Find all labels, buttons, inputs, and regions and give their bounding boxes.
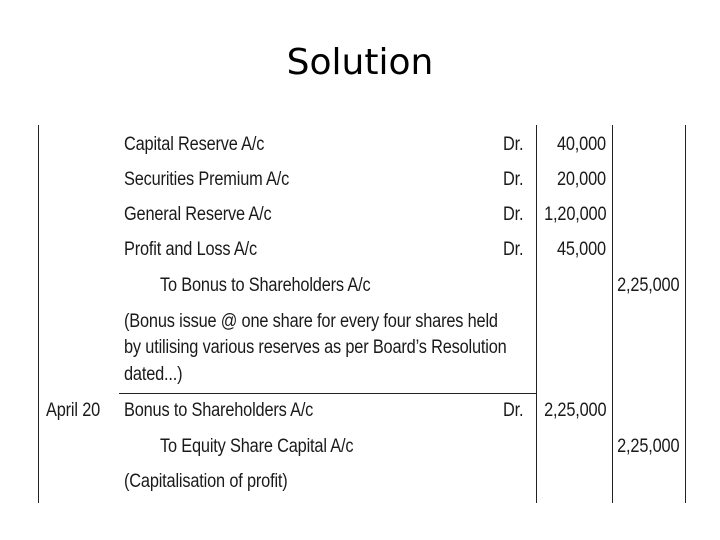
narration-line: dated...) <box>124 364 183 385</box>
credit-amount: 2,25,000 <box>616 436 679 457</box>
column-rule-debit <box>612 125 613 503</box>
dr-marker: Dr. <box>503 134 524 155</box>
slide-title: Solution <box>286 42 434 83</box>
narration-line: (Capitalisation of profit) <box>124 471 288 492</box>
column-rule-right <box>685 125 686 503</box>
debit-account: Capital Reserve A/c <box>124 134 265 155</box>
column-rule-particulars <box>536 125 537 503</box>
column-rule-left <box>38 125 39 503</box>
debit-account: Profit and Loss A/c <box>124 239 257 260</box>
dr-marker: Dr. <box>503 204 524 225</box>
credit-account: To Bonus to Shareholders A/c <box>160 275 371 296</box>
dr-marker: Dr. <box>503 239 524 260</box>
debit-account: Bonus to Shareholders A/c <box>124 400 314 421</box>
entry-separator <box>119 393 536 394</box>
narration-line: by utilising various reserves as per Board’s Resolution <box>124 337 507 358</box>
narration-line: (Bonus issue @ one share for every four shares held <box>124 311 498 332</box>
dr-marker: Dr. <box>503 400 524 421</box>
journal-entry-table <box>38 125 686 503</box>
debit-amount: 1,20,000 <box>543 204 606 225</box>
debit-account: Securities Premium A/c <box>124 169 290 190</box>
debit-amount: 20,000 <box>557 169 606 190</box>
debit-account: General Reserve A/c <box>124 204 272 225</box>
debit-amount: 40,000 <box>557 134 606 155</box>
dr-marker: Dr. <box>503 169 524 190</box>
entry-date: April 20 <box>46 400 101 421</box>
credit-account: To Equity Share Capital A/c <box>160 436 354 457</box>
debit-amount: 45,000 <box>557 239 606 260</box>
debit-amount: 2,25,000 <box>543 400 606 421</box>
credit-amount: 2,25,000 <box>616 275 679 296</box>
